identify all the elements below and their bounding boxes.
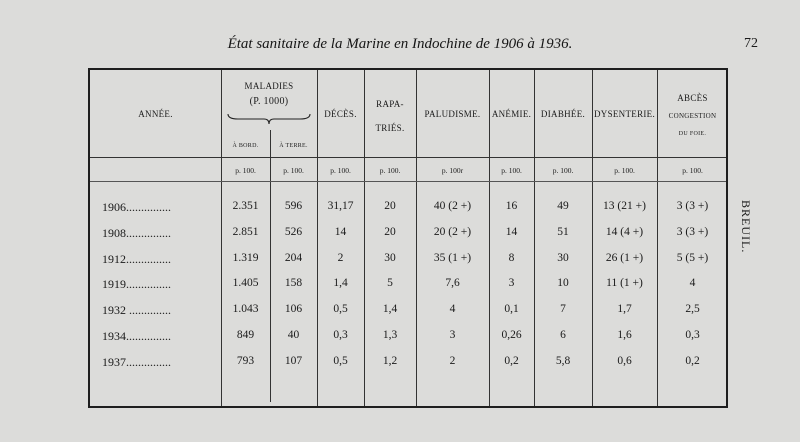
- header-maladies: MALADIES: [244, 81, 294, 91]
- anemie-cell: 3: [508, 277, 515, 289]
- terre-cell: 106: [284, 303, 303, 315]
- table-row: [90, 355, 726, 375]
- deces-cell: 0,3: [333, 329, 348, 341]
- anemie-cell: 16: [505, 200, 518, 212]
- terre-cell: 526: [284, 226, 303, 238]
- rapat-cell: 1,2: [382, 355, 398, 367]
- units-rule: [90, 181, 726, 182]
- palu-cell: 35 (1 +): [433, 252, 472, 264]
- anemie-cell: 0,1: [504, 303, 519, 315]
- diab-cell: 7: [560, 303, 566, 315]
- unit-label: p. 100.: [614, 166, 635, 175]
- anemie-cell: 0,26: [501, 329, 522, 341]
- dysent-cell: 1,7: [617, 303, 632, 315]
- bord-cell: 2.351: [232, 200, 259, 212]
- deces-cell: 0,5: [333, 355, 348, 367]
- bord-cell: 793: [236, 355, 255, 367]
- header-du-foie: DU FOIE.: [678, 131, 707, 137]
- terre-cell: 40: [287, 329, 300, 341]
- anemie-cell: 0,2: [504, 355, 519, 367]
- anemie-cell: 8: [508, 252, 515, 264]
- diab-cell: 51: [557, 226, 569, 238]
- header-a-terre: À TERRE.: [279, 143, 308, 149]
- diab-cell: 49: [557, 200, 569, 212]
- year-cell: 1934...............: [102, 329, 171, 343]
- rapat-cell: 1,4: [382, 303, 398, 315]
- header-deces: DÉCÈS.: [324, 109, 357, 119]
- dysent-cell: 1,6: [617, 329, 632, 341]
- terre-cell: 596: [284, 200, 303, 212]
- rapat-cell: 20: [384, 200, 396, 212]
- year-cell: 1919...............: [102, 277, 171, 291]
- deces-cell: 0,5: [333, 303, 348, 315]
- table-row: [90, 303, 726, 323]
- bord-cell: 1.405: [232, 277, 259, 289]
- unit-label: p. 100.: [552, 166, 574, 175]
- header-anemie: ANÉMIE.: [491, 109, 532, 119]
- header-rapatries-2: TRIÉS.: [375, 123, 405, 133]
- diab-cell: 10: [557, 277, 569, 289]
- header-paludisme: PALUDISME.: [424, 109, 481, 119]
- diab-cell: 6: [560, 329, 566, 341]
- dysent-cell: 11 (1 +): [606, 277, 643, 289]
- dysent-cell: 26 (1 +): [605, 252, 644, 264]
- bord-cell: 849: [236, 329, 255, 341]
- year-cell: 1906...............: [102, 200, 171, 214]
- bord-cell: 2.851: [232, 226, 259, 238]
- unit-label: p. 100.: [501, 166, 522, 175]
- terre-cell: 107: [284, 355, 303, 367]
- anemie-cell: 14: [505, 226, 518, 238]
- palu-cell: 3: [449, 329, 456, 341]
- header-annee: ANNÉE.: [138, 109, 173, 119]
- unit-label: p. 100.: [682, 166, 703, 175]
- year-cell: 1912...............: [102, 252, 171, 266]
- brace-icon: [226, 112, 312, 126]
- side-label: BREUIL.: [739, 200, 753, 254]
- terre-cell: 158: [284, 277, 303, 289]
- header-rapatries-1: RAPA-: [376, 99, 404, 109]
- palu-cell: 2: [449, 355, 456, 367]
- diab-cell: 5,8: [555, 355, 571, 367]
- palu-cell: 20 (2 +): [433, 226, 472, 238]
- page-title: État sanitaire de la Marine en Indochine de 1906 à 1936.: [227, 36, 573, 52]
- header-abces: ABCÈS: [677, 93, 708, 103]
- header-congestion: CONGESTION: [668, 112, 717, 120]
- rapat-cell: 30: [384, 252, 396, 264]
- abces-cell: 5 (5 +): [676, 252, 709, 264]
- table-row: [90, 329, 726, 349]
- unit-label: p. 100.: [330, 166, 351, 175]
- table-row: [90, 226, 726, 246]
- table-row: [90, 200, 726, 220]
- palu-cell: 40 (2 +): [433, 200, 472, 212]
- abces-cell: 3 (3 +): [676, 200, 709, 212]
- deces-cell: 14: [334, 226, 347, 238]
- header-dysenterie: DYSENTERIE.: [593, 109, 656, 119]
- header-a-bord: À BORD.: [232, 143, 259, 149]
- health-table: [88, 68, 728, 408]
- unit-label: p. 100.: [283, 166, 304, 175]
- deces-cell: 2: [337, 252, 344, 264]
- abces-cell: 0,2: [685, 355, 700, 367]
- terre-cell: 204: [284, 252, 303, 264]
- dysent-cell: 13 (21 +): [603, 200, 646, 212]
- unit-label: p. 100r: [441, 166, 464, 175]
- unit-label: p. 100.: [235, 166, 256, 175]
- table-row: [90, 277, 726, 297]
- header-diabhee: DIABHÉE.: [540, 109, 586, 119]
- rapat-cell: 5: [387, 277, 393, 289]
- palu-cell: 7,6: [445, 277, 460, 289]
- page-number: 72: [744, 36, 758, 51]
- dysent-cell: 0,6: [617, 355, 632, 367]
- bord-cell: 1.043: [232, 303, 259, 315]
- rapat-cell: 1,3: [382, 329, 398, 341]
- unit-label: p. 100.: [379, 166, 401, 175]
- year-cell: 1932 ..............: [102, 303, 171, 317]
- palu-cell: 4: [449, 303, 456, 315]
- abces-cell: 0,3: [685, 329, 700, 341]
- abces-cell: 3 (3 +): [676, 226, 709, 238]
- bord-cell: 1.319: [232, 252, 259, 264]
- rapat-cell: 20: [384, 226, 396, 238]
- year-cell: 1908...............: [102, 226, 171, 240]
- deces-cell: 31,17: [327, 200, 354, 212]
- year-cell: 1937...............: [102, 355, 171, 369]
- table-row: [90, 252, 726, 272]
- deces-cell: 1,4: [333, 277, 348, 289]
- dysent-cell: 14 (4 +): [605, 226, 644, 238]
- header-rule: [90, 157, 726, 158]
- abces-cell: 2,5: [685, 303, 700, 315]
- abces-cell: 4: [689, 277, 696, 289]
- diab-cell: 30: [557, 252, 569, 264]
- header-maladies-unit: (P. 1000): [249, 96, 289, 107]
